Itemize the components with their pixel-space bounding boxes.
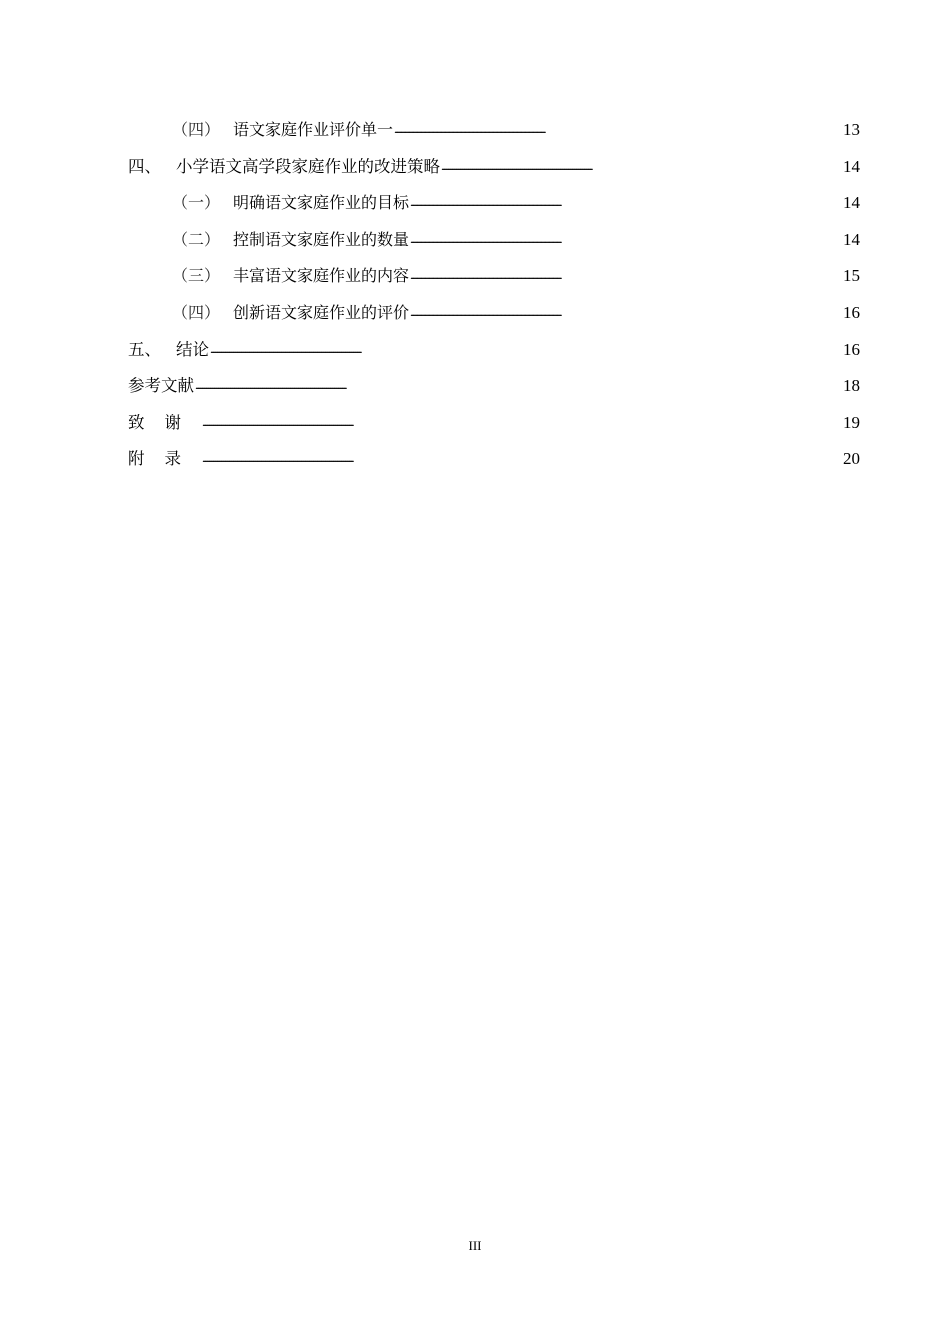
toc-entry-number: （三） bbox=[172, 266, 221, 286]
toc-entry[interactable] bbox=[128, 222, 860, 259]
toc-entry-title: 控制语文家庭作业的数量 bbox=[233, 229, 410, 249]
toc-entry[interactable] bbox=[128, 112, 860, 149]
toc-entry-page: 13 bbox=[843, 120, 860, 139]
toc-entry-number: （四） bbox=[172, 302, 221, 322]
toc-entry[interactable] bbox=[128, 368, 860, 405]
toc-entry-page: 18 bbox=[843, 376, 860, 396]
dot-leader bbox=[210, 338, 841, 355]
toc-entry-page: 20 bbox=[843, 449, 860, 469]
toc-entry-page: 19 bbox=[843, 412, 860, 432]
toc-entry[interactable] bbox=[128, 441, 860, 478]
toc-entry-title: 附录 bbox=[128, 449, 201, 469]
toc-entry-number: （二） bbox=[172, 229, 221, 249]
dot-leader bbox=[410, 302, 841, 318]
toc-entry-title: 参考文献 bbox=[128, 376, 194, 396]
toc-entry-number: 四、 bbox=[128, 156, 161, 176]
toc-entry[interactable] bbox=[128, 258, 860, 295]
toc-entry-page: 14 bbox=[843, 156, 860, 176]
toc-entry[interactable] bbox=[128, 149, 860, 186]
toc-entry-title: 小学语文高学段家庭作业的改进策略 bbox=[176, 156, 440, 176]
page-number-footer: III bbox=[468, 1238, 482, 1253]
toc-entry-title: 语文家庭作业评价单一 bbox=[233, 120, 394, 139]
toc-entry-title: 致谢 bbox=[128, 412, 201, 432]
toc-entry-number: （四） bbox=[172, 120, 221, 139]
toc-entry-page: 16 bbox=[843, 302, 860, 322]
toc-entry-title: 创新语文家庭作业的评价 bbox=[233, 302, 410, 322]
toc-entry[interactable] bbox=[128, 332, 860, 369]
toc-entry-page: 14 bbox=[843, 193, 860, 213]
toc-entry[interactable] bbox=[128, 185, 860, 222]
dot-leader bbox=[202, 448, 841, 465]
toc-entry-title: 丰富语文家庭作业的内容 bbox=[233, 266, 410, 286]
dot-leader bbox=[410, 229, 841, 245]
toc-entry-page: 14 bbox=[843, 229, 860, 249]
toc-entry-number: （一） bbox=[172, 193, 221, 213]
dot-leader bbox=[410, 192, 841, 208]
dot-leader bbox=[441, 155, 841, 172]
dot-leader bbox=[394, 119, 841, 135]
dot-leader bbox=[195, 375, 841, 392]
toc-entry-page: 16 bbox=[843, 339, 860, 359]
toc-entry-page: 15 bbox=[843, 266, 860, 286]
table-of-contents bbox=[128, 112, 860, 478]
toc-entry[interactable] bbox=[128, 405, 860, 442]
dot-leader bbox=[410, 265, 841, 281]
toc-entry-number: 五、 bbox=[128, 339, 161, 359]
toc-entry[interactable] bbox=[128, 295, 860, 332]
dot-leader bbox=[202, 411, 841, 428]
toc-entry-title: 明确语文家庭作业的目标 bbox=[233, 193, 410, 213]
toc-entry-title: 结论 bbox=[176, 339, 209, 359]
